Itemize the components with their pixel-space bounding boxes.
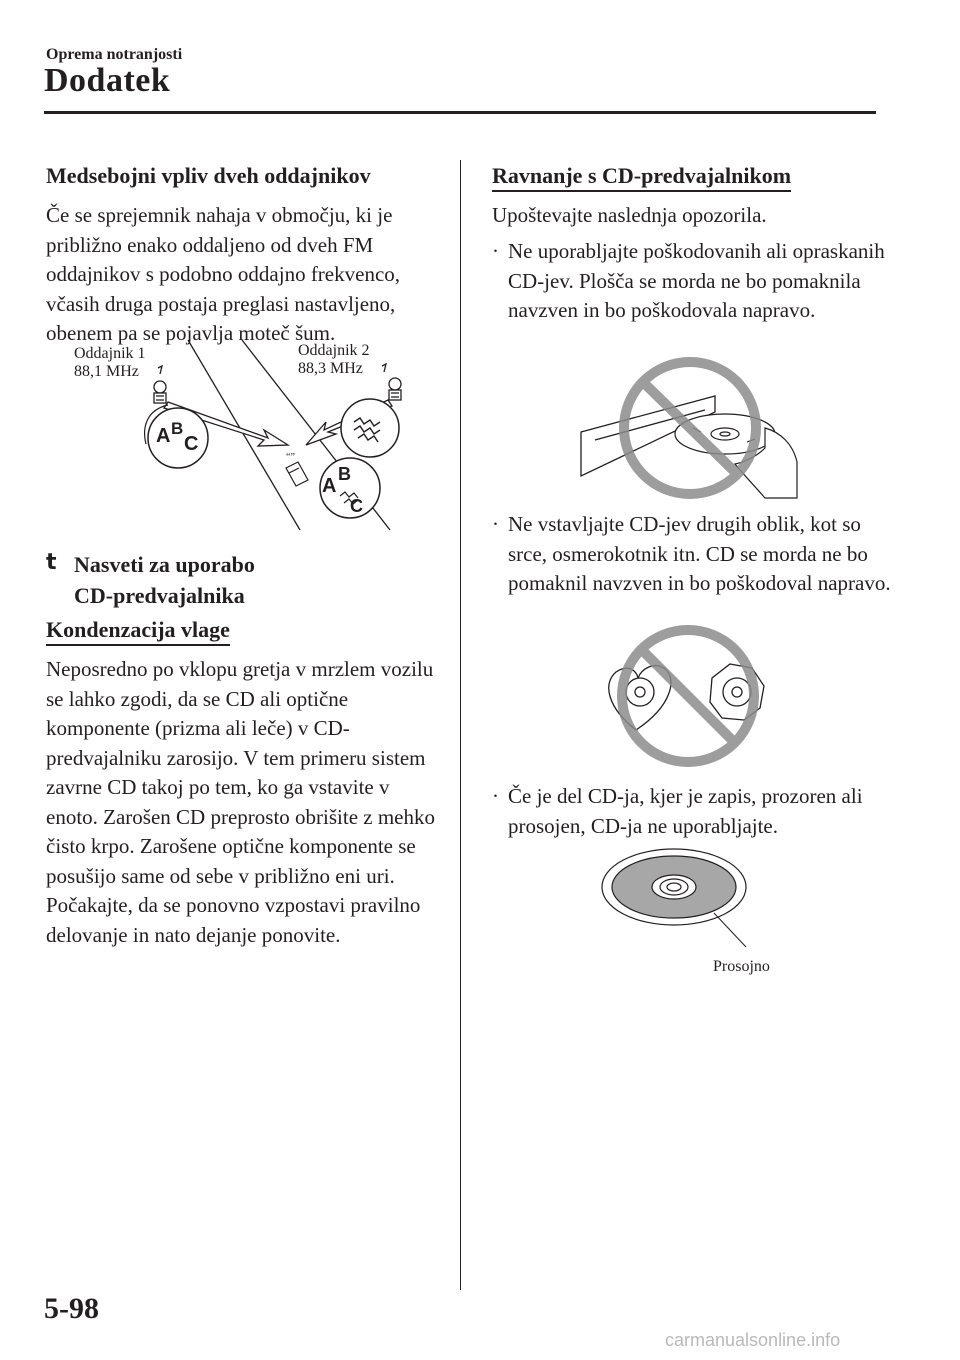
bullet-dot: · — [492, 784, 499, 808]
svg-text:C: C — [184, 433, 199, 455]
bullet-dot: · — [492, 239, 499, 263]
watermark: carmanualsonline.info — [665, 1330, 841, 1350]
transparent-label: Prosojno — [713, 958, 770, 975]
callout-line-1 — [158, 366, 162, 374]
tips-title — [74, 549, 255, 611]
column-divider — [460, 160, 461, 1290]
transmitter-1-frequency: 88,1 MHz — [74, 363, 139, 380]
bullet-item-shaped-cd — [492, 510, 898, 599]
transmitter-2-frequency: 88,3 MHz — [298, 360, 363, 377]
interference-paragraph: Če se sprejemnik nahaja v območju, ki je približno enako oddaljeno od dveh FM oddajnikov s podobno oddajno frekvenco, včasih druga postaja preglasi nastavljeno, obenem pa se pojavlja moteč šum. — [46, 203, 401, 345]
shaped-cd-prohibited-figure — [600, 620, 780, 768]
bullet-dot: · — [492, 512, 499, 536]
condensation-heading-text: Kondenzacija vlage — [46, 617, 230, 646]
cd-handling-intro: Upoštevajte naslednja opozorila. — [492, 203, 767, 227]
label-leader-line — [714, 913, 746, 947]
car-icon — [286, 452, 308, 486]
tips-title-line-1: Nasveti za uporabo — [74, 552, 255, 577]
mixed-reception-bubble — [320, 458, 380, 518]
noise-bubble-1 — [341, 399, 399, 457]
cd-handling-heading-text: Ravnanje s CD-predvajalnikom — [492, 163, 791, 192]
tips-title-line-2: CD-predvajalnika — [74, 583, 245, 608]
svg-text:B: B — [171, 419, 184, 438]
svg-text:C: C — [350, 496, 363, 516]
callout-line-2 — [382, 364, 386, 372]
page-number: 5-98 — [44, 1292, 99, 1325]
bullet-text: Če je del CD-ja, kjer je zapis, prozoren ali prosojen, CD-ja ne uporabljajte. — [508, 784, 863, 838]
transparent-cd-figure — [598, 845, 788, 980]
svg-text:A: A — [156, 425, 171, 447]
svg-text:A: A — [322, 475, 337, 497]
chapter-title: Dodatek — [44, 62, 171, 99]
transparent-cd-icon — [602, 849, 746, 925]
transmitter-2-label: Oddajnik 2 — [298, 342, 370, 359]
condensation-heading — [46, 617, 230, 646]
bullet-text: Ne uporabljajte poškodovanih ali opraskanih CD-jev. Plošča se morda ne bo pomaknila navzven in bo poškodovala napravo. — [508, 239, 885, 322]
tip-marker-icon: t — [46, 550, 57, 575]
interference-figure — [60, 330, 440, 535]
antenna-2-icon — [389, 378, 401, 400]
bullet-item-damaged-cd — [492, 237, 898, 326]
damaged-cd-prohibited-figure — [575, 352, 805, 502]
condensation-paragraph: Neposredno po vklopu gretja v mrzlem vozilu se lahko zgodi, da se CD ali optične komponente (prizma ali leče) v CD-predvajalniku zarosijo. V tem primeru sistem zavrne CD takoj po tem, ko ga vstavite v enoto. Zarošen CD preprosto obrišite z mehko čisto krpo. Zarošene optične komponente se posušijo same od sebe v približno eni uri. Počakajte, da se ponovno vzpostavi pravilno delovanje in nato dejanje ponovite. — [46, 657, 435, 947]
bullet-item-transparent-cd — [492, 782, 898, 841]
bullet-text: Ne vstavljajte CD-jev drugih oblik, kot so srce, osmerokotnik itn. CD se morda ne bo pomaknil navzven in bo poškodoval napravo. — [508, 512, 891, 595]
cd-handling-heading — [492, 163, 791, 192]
section-label: Oprema notranjosti — [46, 46, 183, 63]
header-rule — [44, 111, 876, 114]
interference-heading: Medsebojni vpliv dveh oddajnikov — [46, 163, 371, 188]
antenna-1-icon — [154, 381, 166, 403]
svg-text:B: B — [338, 464, 351, 484]
svg-text:“”: “” — [286, 452, 295, 463]
transmitter-1-label: Oddajnik 1 — [74, 345, 146, 362]
